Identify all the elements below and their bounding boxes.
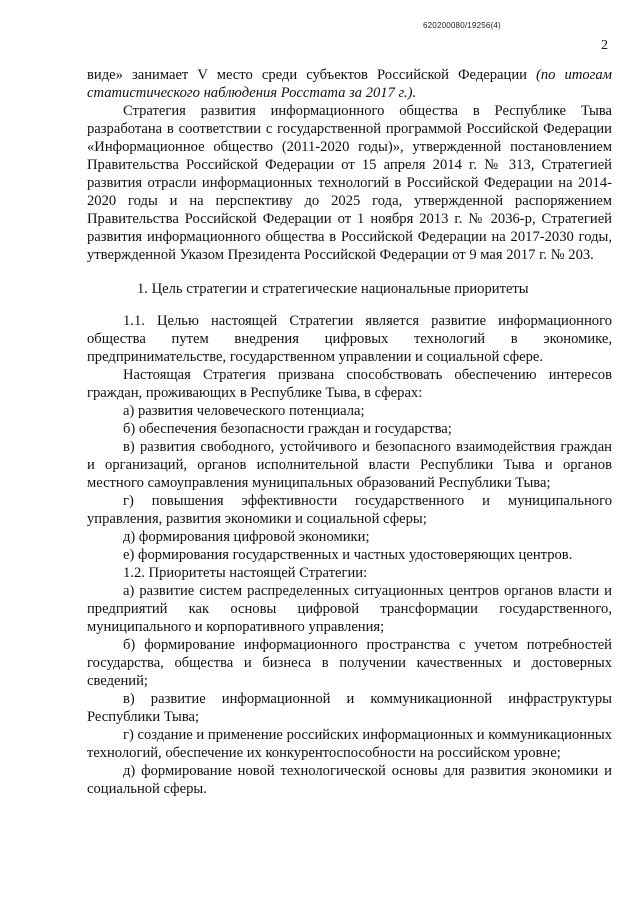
goal-paragraph: 1.1. Целью настоящей Стратегии является развитие информационного общества путем внедрения цифровых технологий в экономике, предпринимательстве, государственном управлении и социальной сфере. [87,313,612,365]
list-item-priority-e: д) формирование новой технологической основы для развития экономики и социальной сферы. [87,763,612,797]
list-item-interest-d: г) повышения эффективности государственного и муниципального управления, развития экономики и социальной сферы; [87,493,612,527]
list-item-priority-d: г) создание и применение российских информационных и коммуникационных технологий, обеспечение их конкурентоспособности на российском уровне; [87,727,612,761]
list-item-interest-f: е) формирования государственных и частных удостоверяющих центров. [123,547,573,563]
document-body [87,66,612,798]
intro-text: виде» занимает V место среди субъектов Российской Федерации [87,67,537,83]
list-item-interest-e: д) формирования цифровой экономики; [123,529,370,545]
list-item-interest-b: б) обеспечения безопасности граждан и государства; [123,421,452,437]
section-heading: 1. Цель стратегии и стратегические национальные приоритеты [137,281,529,297]
list-item-priority-c: в) развитие информационной и коммуникационной инфраструктуры Республики Тыва; [87,691,612,725]
document-code: 620200080/19256(4) [423,21,501,30]
intro-italic-note: (по итогам статистического наблюдения Росстата за 2017 г.). [87,67,612,101]
list-item-interest-a: а) развития человеческого потенциала; [123,403,365,419]
strategy-basis-paragraph: Стратегия развития информационного общества в Республике Тыва разработана в соответствии с государственной программой Российской Федерации «Информационное общество (2011-2020 годы)», утвержденной постановлением Правительства Российской Федерации от 15 апреля 2014 г. № 313, Стратегией развития отрасли информационных технологий в Российской Федерации на 2014-2020 годы и на перспективу до 2025 года, утвержденной распоряжением Правительства Российской Федерации от 1 ноября 2013 г. № 2036-р, Стратегией развития информационного общества в Российской Федерации на 2017-2030 годы, утвержденной Указом Президента Российской Федерации от 9 мая 2017 г. № 203. [87,103,612,263]
page-number: 2 [601,38,608,53]
intro-paragraph [87,66,612,102]
list-item-interest-c: в) развития свободного, устойчивого и безопасного взаимодействия граждан и организаций, органов исполнительной власти Республики Тыва и органов местного самоуправления муниципальных образований Республики Тыва; [87,439,612,491]
list-item-priority-a: а) развитие систем распределенных ситуационных центров органов власти и предприятий как основы цифровой трансформации государственного, муниципального и корпоративного управления; [87,583,612,635]
interests-intro-paragraph: Настоящая Стратегия призвана способствовать обеспечению интересов граждан, проживающих в Республике Тыва, в сферах: [87,367,612,401]
list-item-priority-b: б) формирование информационного пространства с учетом потребностей государства, общества и бизнеса в получении качественных и достоверных сведений; [87,637,612,689]
priorities-intro-paragraph: 1.2. Приоритеты настоящей Стратегии: [123,565,368,581]
